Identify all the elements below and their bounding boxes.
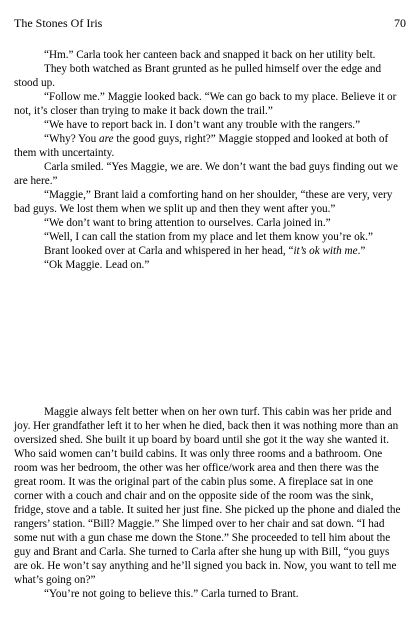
paragraph: “Ok Maggie. Lead on.” bbox=[44, 259, 150, 271]
book-title: The Stones Of Iris bbox=[14, 16, 103, 30]
paragraph: Brant looked over at Carla and whispered in her head, “it’s ok with me.” bbox=[44, 245, 366, 257]
paragraph: Carla smiled. “Yes Maggie, we are. We don’t want the bad guys finding out we are here.” bbox=[14, 161, 398, 187]
paragraph: “We have to report back in. I don’t want any trouble with the rangers.” bbox=[44, 119, 361, 131]
section-one bbox=[14, 48, 403, 272]
emphasis: it’s ok with me bbox=[293, 245, 358, 257]
paragraph: “Well, I can call the station from my place and let them know you’re ok.” bbox=[44, 231, 374, 243]
paragraph: Maggie always felt better when on her own turf. This cabin was her pride and joy. Her grandfather left it to her when he died, back then it was nothing more than an oversized shed. She built it up board by board until she got it the way she wanted it. Who said women can’t build cabins. It was only three rooms and a bathroom. One room was her bedroom, the other was her office/work area and then there was the great room. It was the original part of the cabin plus some. A fireplace sat in one corner with a couch and chair and on the opposite side of the room was the sink, fridge, stove and a table. It suited her just fine. She picked up the phone and dialed the rangers’ station. “Bill? Maggie.” She limped over to her chair and sat down. “I had some nut with a gun chase me down the Stone.” She proceeded to tell him about the guy and Brant and Carla. She turned to Carla after she hung up with Bill, “you guys are ok. He won’t say anything and he’ll signed you back in. Now, you want to tell me what’s going on?” bbox=[14, 406, 401, 586]
page-number: 70 bbox=[394, 16, 406, 30]
emphasis: are bbox=[99, 133, 114, 145]
page-header bbox=[14, 16, 406, 30]
section-two bbox=[14, 405, 403, 601]
paragraph: “Why? You are the good guys, right?” Maggie stopped and looked at both of them with uncertainty. bbox=[14, 133, 389, 159]
paragraph: They both watched as Brant grunted as he pulled himself over the edge and stood up. bbox=[14, 63, 382, 89]
paragraph: “You’re not going to believe this.” Carla turned to Brant. bbox=[44, 588, 299, 600]
paragraph: “We don’t want to bring attention to ourselves. Carla joined in.” bbox=[44, 217, 331, 229]
paragraph: “Hm.” Carla took her canteen back and snapped it back on her utility belt. bbox=[44, 49, 376, 61]
paragraph: “Follow me.” Maggie looked back. “We can go back to my place. Believe it or not, it’s closer than trying to make it back down the trail.” bbox=[14, 91, 397, 117]
paragraph: “Maggie,” Brant laid a comforting hand on her shoulder, “these are very, very bad guys. We lost them when we split up and then they went after you.” bbox=[14, 189, 393, 215]
